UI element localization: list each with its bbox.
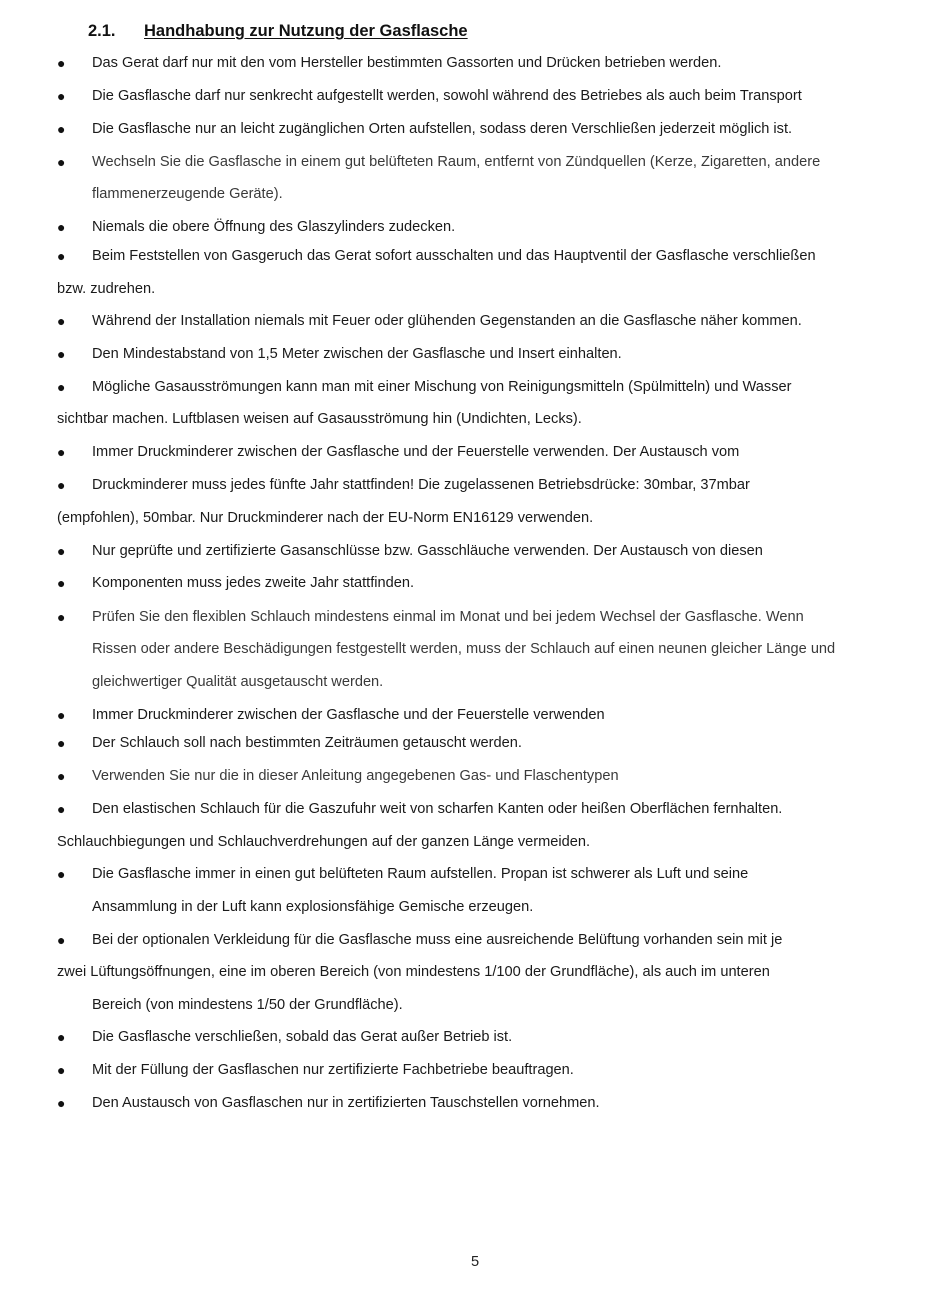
list-item-line: Die Gasflasche nur an leicht zugänglichen Orten aufstellen, sodass deren Verschließen jederzeit möglich ist.	[92, 121, 793, 137]
list-item-line: Komponenten muss jedes zweite Jahr stattfinden.	[92, 575, 415, 591]
list-item-line: Wechseln Sie die Gasflasche in einem gut belüfteten Raum, entfernt von Zündquellen (Kerze, Zigaretten, andere	[92, 154, 821, 170]
bullet-icon: ●	[57, 444, 66, 460]
bullet-icon: ●	[57, 932, 66, 948]
bullet-icon: ●	[57, 346, 66, 362]
list-item-line: Immer Druckminderer zwischen der Gasflasche und der Feuerstelle verwenden	[92, 707, 605, 723]
page-number: 5	[470, 1254, 480, 1270]
list-item-line: Die Gasflasche darf nur senkrecht aufgestellt werden, sowohl während des Betriebes als auch beim Transport	[92, 88, 802, 104]
list-item-line: Druckminderer muss jedes fünfte Jahr stattfinden! Die zugelassenen Betriebsdrücke: 30mbar, 37mbar	[92, 477, 750, 493]
list-item-line: Bereich (von mindestens 1/50 der Grundfläche).	[92, 997, 403, 1013]
bullet-icon: ●	[57, 609, 66, 625]
bullet-icon: ●	[57, 735, 66, 751]
list-item-line: gleichwertiger Qualität ausgetauscht werden.	[92, 674, 384, 690]
list-item-line: Ansammlung in der Luft kann explosionsfähige Gemische erzeugen.	[92, 899, 534, 915]
list-item-line: Rissen oder andere Beschädigungen festgestellt werden, muss der Schlauch auf einen neunen gleicher Länge und	[92, 641, 836, 657]
list-item-line: Den Austausch von Gasflaschen nur in zertifizierten Tauschstellen vornehmen.	[92, 1095, 600, 1111]
bullet-icon: ●	[57, 219, 66, 235]
list-item-line: (empfohlen), 50mbar. Nur Druckminderer nach der EU-Norm EN16129 verwenden.	[57, 510, 594, 526]
bullet-icon: ●	[57, 707, 66, 723]
list-item-line: Niemals die obere Öffnung des Glaszylinders zudecken.	[92, 219, 456, 235]
list-item-line: Den Mindestabstand von 1,5 Meter zwischen der Gasflasche und Insert einhalten.	[92, 346, 622, 362]
bullet-icon: ●	[57, 313, 66, 329]
bullet-icon: ●	[57, 379, 66, 395]
bullet-icon: ●	[57, 575, 66, 591]
list-item-line: Prüfen Sie den flexiblen Schlauch mindestens einmal im Monat und bei jedem Wechsel der Gasflasche. Wenn	[92, 609, 804, 625]
list-item-line: Mit der Füllung der Gasflaschen nur zertifizierte Fachbetriebe beauftragen.	[92, 1062, 574, 1078]
bullet-icon: ●	[57, 248, 66, 264]
list-item-line: Bei der optionalen Verkleidung für die Gasflasche muss eine ausreichende Belüftung vorhanden sein mit je	[92, 932, 783, 948]
list-item-line: Nur geprüfte und zertifizierte Gasanschlüsse bzw. Gasschläuche verwenden. Der Austausch von diesen	[92, 543, 763, 559]
section-number: 2.1.	[88, 22, 116, 40]
list-item-line: zwei Lüftungsöffnungen, eine im oberen Bereich (von mindestens 1/100 der Grundfläche), als auch im unteren	[57, 964, 770, 980]
list-item-line: Verwenden Sie nur die in dieser Anleitung angegebenen Gas- und Flaschentypen	[92, 768, 619, 784]
list-item-line: Die Gasflasche verschließen, sobald das Gerat außer Betrieb ist.	[92, 1029, 513, 1045]
list-item-line: sichtbar machen. Luftblasen weisen auf Gasausströmung hin (Undichten, Lecks).	[57, 411, 582, 427]
bullet-icon: ●	[57, 1029, 66, 1045]
list-item-line: bzw. zudrehen.	[57, 281, 156, 297]
bullet-icon: ●	[57, 154, 66, 170]
list-item-line: Der Schlauch soll nach bestimmten Zeiträumen getauscht werden.	[92, 735, 522, 751]
list-item-line: Immer Druckminderer zwischen der Gasflasche und der Feuerstelle verwenden. Der Austausch vom	[92, 444, 740, 460]
list-item-line: Den elastischen Schlauch für die Gaszufuhr weit von scharfen Kanten oder heißen Oberflächen fernhalten.	[92, 801, 783, 817]
list-item-line: Mögliche Gasausströmungen kann man mit einer Mischung von Reinigungsmitteln (Spülmitteln) und Wasser	[92, 379, 792, 395]
list-item-line: Beim Feststellen von Gasgeruch das Gerat sofort ausschalten und das Hauptventil der Gasflasche verschließen	[92, 248, 816, 264]
bullet-icon: ●	[57, 55, 66, 71]
bullet-icon: ●	[57, 866, 66, 882]
list-item-line: Während der Installation niemals mit Feuer oder glühenden Gegenstanden an die Gasflasche näher kommen.	[92, 313, 802, 329]
list-item-line: Die Gasflasche immer in einen gut belüfteten Raum aufstellen. Propan ist schwerer als Luft und seine	[92, 866, 749, 882]
bullet-icon: ●	[57, 801, 66, 817]
list-item-line: flammenerzeugende Geräte).	[92, 186, 283, 202]
list-item-line: Schlauchbiegungen und Schlauchverdrehungen auf der ganzen Länge vermeiden.	[57, 834, 591, 850]
bullet-icon: ●	[57, 1062, 66, 1078]
bullet-icon: ●	[57, 88, 66, 104]
bullet-icon: ●	[57, 768, 66, 784]
bullet-icon: ●	[57, 543, 66, 559]
bullet-icon: ●	[57, 121, 66, 137]
bullet-icon: ●	[57, 477, 66, 493]
bullet-icon: ●	[57, 1095, 66, 1111]
section-title: Handhabung zur Nutzung der Gasflasche	[144, 22, 468, 40]
list-item-line: Das Gerat darf nur mit den vom Hersteller bestimmten Gassorten und Drücken betrieben werden.	[92, 55, 722, 71]
